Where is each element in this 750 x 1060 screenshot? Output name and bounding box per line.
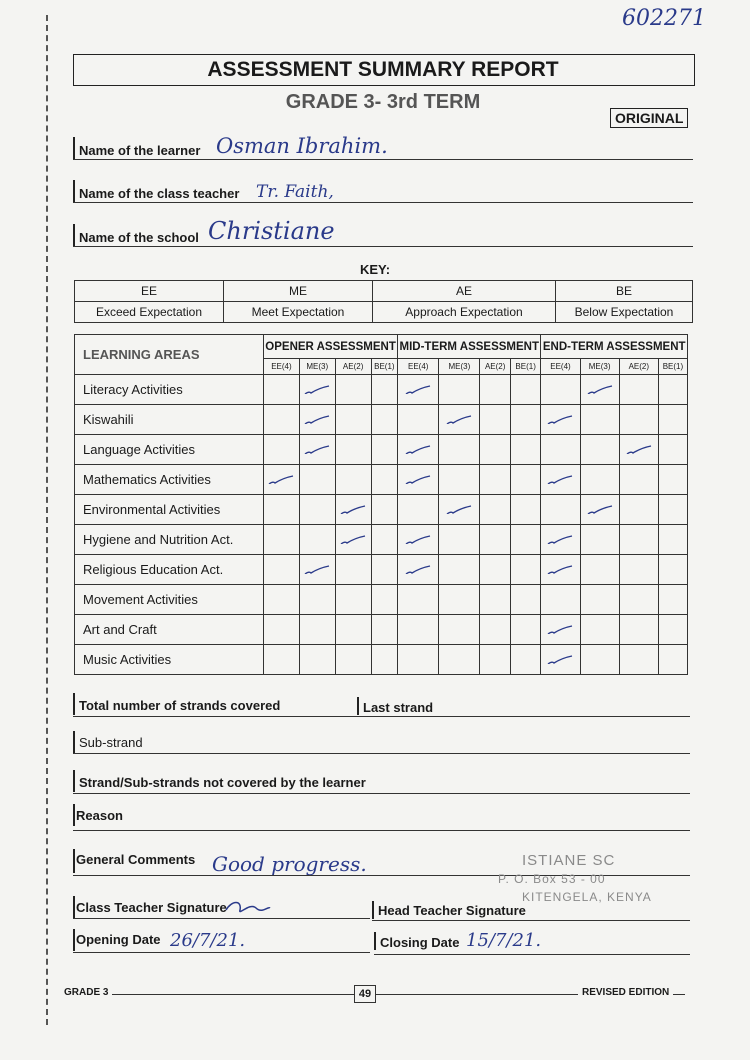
sub-header: AE(2)	[619, 359, 658, 375]
table-row	[75, 585, 688, 615]
grade-cell	[658, 585, 687, 615]
learning-area: Art and Craft	[75, 615, 264, 645]
grade-cell	[439, 585, 480, 615]
table-row	[75, 525, 688, 555]
tick-mark	[546, 414, 574, 424]
grade-cell	[658, 525, 687, 555]
grade-cell	[619, 645, 658, 675]
grade-cell	[439, 645, 480, 675]
grade-cell	[541, 525, 580, 555]
grade-cell	[658, 435, 687, 465]
grade-cell	[580, 465, 619, 495]
grade-cell	[510, 465, 540, 495]
tick-mark	[303, 384, 331, 394]
opener-header: OPENER ASSESSMENT	[264, 335, 398, 359]
sub-header: EE(4)	[264, 359, 300, 375]
grade-cell	[510, 525, 540, 555]
grade-cell	[580, 555, 619, 585]
grade-cell	[335, 645, 371, 675]
tick-mark	[404, 534, 432, 544]
class-teacher-signature	[222, 898, 272, 918]
grade-cell	[371, 465, 398, 495]
grade-cell	[371, 555, 398, 585]
grade-cell	[619, 525, 658, 555]
tick-mark	[445, 504, 473, 514]
grade-cell	[510, 435, 540, 465]
grade-cell	[541, 375, 580, 405]
sub-header: BE(1)	[658, 359, 687, 375]
grade-cell	[398, 375, 439, 405]
assessment-table	[74, 334, 688, 675]
grade-cell	[439, 615, 480, 645]
grade-cell	[580, 405, 619, 435]
grade-cell	[264, 585, 300, 615]
footer-grade: GRADE 3	[60, 987, 112, 998]
grade-cell	[398, 495, 439, 525]
grade-cell	[658, 495, 687, 525]
grade-cell	[335, 435, 371, 465]
grade-cell	[299, 375, 335, 405]
stamp-line: P. O. Box 53 - 00	[498, 872, 606, 886]
key-meaning: Meet Expectation	[224, 302, 373, 323]
reason-label: Reason	[76, 808, 123, 823]
tick-mark	[303, 564, 331, 574]
grade-cell	[510, 405, 540, 435]
learning-area: Kiswahili	[75, 405, 264, 435]
learning-area: Movement Activities	[75, 585, 264, 615]
grade-cell	[264, 375, 300, 405]
grade-cell	[580, 435, 619, 465]
sub-header: ME(3)	[439, 359, 480, 375]
sub-header: BE(1)	[510, 359, 540, 375]
grade-cell	[658, 375, 687, 405]
tick-mark	[546, 624, 574, 634]
table-row	[75, 645, 688, 675]
grade-cell	[580, 585, 619, 615]
grade-cell	[658, 645, 687, 675]
grade-cell	[658, 465, 687, 495]
teacher-label: Name of the class teacher	[79, 186, 240, 201]
learner-name: Osman Ibrahim.	[216, 134, 388, 158]
grade-cell	[480, 375, 510, 405]
grade-cell	[541, 585, 580, 615]
grade-cell	[541, 555, 580, 585]
learning-area: Language Activities	[75, 435, 264, 465]
table-row	[75, 435, 688, 465]
learning-area: Religious Education Act.	[75, 555, 264, 585]
grade-cell	[510, 375, 540, 405]
learning-area: Environmental Activities	[75, 495, 264, 525]
grade-cell	[299, 525, 335, 555]
grade-cell	[335, 495, 371, 525]
table-row	[75, 615, 688, 645]
comments-label: General Comments	[76, 852, 196, 867]
grade-cell	[371, 495, 398, 525]
grade-cell	[580, 525, 619, 555]
opening-date-value: 26/7/21.	[170, 930, 246, 951]
school-name: Christiane	[208, 217, 335, 245]
tick-mark	[546, 654, 574, 664]
grade-cell	[335, 525, 371, 555]
grade-cell	[480, 585, 510, 615]
grade-cell	[439, 405, 480, 435]
key-table	[74, 280, 693, 323]
tick-mark	[267, 474, 295, 484]
tick-mark	[546, 564, 574, 574]
grade-cell	[439, 525, 480, 555]
grade-cell	[335, 375, 371, 405]
comments-value: Good progress.	[212, 852, 367, 876]
opening-date-label: Opening Date	[76, 932, 161, 947]
sub-header: AE(2)	[480, 359, 510, 375]
grade-cell	[335, 465, 371, 495]
stamp-line: ISTIANE SC	[522, 852, 616, 869]
key-meaning: Approach Expectation	[373, 302, 556, 323]
grade-cell	[619, 495, 658, 525]
grade-cell	[510, 645, 540, 675]
grade-cell	[541, 435, 580, 465]
tick-mark	[546, 474, 574, 484]
grade-cell	[264, 405, 300, 435]
grade-cell	[335, 615, 371, 645]
grade-cell	[299, 465, 335, 495]
page-number: 49	[354, 985, 376, 1003]
strands-label: Total number of strands covered	[79, 698, 281, 713]
key-code: BE	[556, 281, 693, 302]
grade-cell	[480, 615, 510, 645]
grade-cell	[299, 645, 335, 675]
key-meaning: Exceed Expectation	[75, 302, 224, 323]
grade-cell	[580, 495, 619, 525]
midterm-header: MID-TERM ASSESSMENT	[398, 335, 541, 359]
teacher-name: Tr. Faith,	[256, 182, 334, 202]
grade-cell	[264, 555, 300, 585]
tick-mark	[445, 414, 473, 424]
grade-cell	[480, 525, 510, 555]
grade-cell	[439, 435, 480, 465]
learning-area: Hygiene and Nutrition Act.	[75, 525, 264, 555]
grade-cell	[299, 585, 335, 615]
table-row	[75, 495, 688, 525]
grade-cell	[299, 405, 335, 435]
key-code: AE	[373, 281, 556, 302]
grade-cell	[580, 645, 619, 675]
closing-date-label: Closing Date	[380, 935, 460, 950]
endterm-header: END-TERM ASSESSMENT	[541, 335, 688, 359]
grade-cell	[658, 405, 687, 435]
grade-cell	[619, 375, 658, 405]
grade-cell	[510, 555, 540, 585]
grade-cell	[371, 645, 398, 675]
grade-cell	[439, 555, 480, 585]
grade-cell	[541, 405, 580, 435]
grade-cell	[480, 645, 510, 675]
tick-mark	[303, 414, 331, 424]
grade-cell	[480, 435, 510, 465]
grade-cell	[580, 615, 619, 645]
tick-mark	[339, 534, 367, 544]
sub-header: ME(3)	[580, 359, 619, 375]
not-covered-label: Strand/Sub-strands not covered by the learner	[79, 775, 366, 790]
grade-cell	[335, 585, 371, 615]
table-row	[75, 405, 688, 435]
learning-area: Music Activities	[75, 645, 264, 675]
grade-cell	[371, 615, 398, 645]
table-row	[75, 375, 688, 405]
grade-cell	[480, 495, 510, 525]
grade-cell	[299, 495, 335, 525]
tick-mark	[404, 564, 432, 574]
grade-cell	[335, 405, 371, 435]
grade-cell	[371, 405, 398, 435]
head-teacher-signature-label: Head Teacher Signature	[378, 903, 526, 918]
tick-mark	[586, 384, 614, 394]
serial-number: 602271	[622, 6, 706, 31]
grade-cell	[398, 555, 439, 585]
grade-cell	[439, 375, 480, 405]
stamp-line: KITENGELA, KENYA	[522, 890, 652, 904]
report-title: ASSESSMENT SUMMARY REPORT	[207, 58, 559, 81]
class-teacher-signature-label: Class Teacher Signature	[76, 900, 227, 915]
grade-cell	[299, 615, 335, 645]
tick-mark	[625, 444, 653, 454]
closing-date-value: 15/7/21.	[466, 930, 542, 951]
grade-cell	[439, 495, 480, 525]
grade-cell	[658, 555, 687, 585]
learning-area: Literacy Activities	[75, 375, 264, 405]
learning-areas-header: LEARNING AREAS	[75, 335, 264, 375]
grade-cell	[398, 435, 439, 465]
tick-mark	[546, 534, 574, 544]
grade-cell	[264, 645, 300, 675]
grade-cell	[371, 435, 398, 465]
grade-cell	[480, 405, 510, 435]
grade-cell	[264, 435, 300, 465]
table-row	[75, 555, 688, 585]
sub-header: AE(2)	[335, 359, 371, 375]
grade-cell	[510, 585, 540, 615]
grade-cell	[439, 465, 480, 495]
tick-mark	[404, 474, 432, 484]
grade-cell	[398, 645, 439, 675]
grade-cell	[264, 615, 300, 645]
grade-cell	[510, 615, 540, 645]
margin-line	[46, 15, 48, 1025]
grade-cell	[371, 525, 398, 555]
grade-cell	[264, 465, 300, 495]
table-row	[75, 465, 688, 495]
report-subtitle: GRADE 3- 3rd TERM	[285, 91, 481, 113]
key-code: ME	[224, 281, 373, 302]
grade-cell	[619, 465, 658, 495]
tick-mark	[404, 384, 432, 394]
sub-header: EE(4)	[541, 359, 580, 375]
grade-cell	[580, 375, 619, 405]
grade-cell	[510, 495, 540, 525]
sub-header: BE(1)	[371, 359, 398, 375]
school-stamp	[492, 852, 652, 906]
grade-cell	[541, 615, 580, 645]
original-label: ORIGINAL	[610, 108, 688, 128]
grade-cell	[541, 645, 580, 675]
learner-label: Name of the learner	[79, 143, 201, 158]
grade-cell	[541, 495, 580, 525]
key-code: EE	[75, 281, 224, 302]
sub-strand-label: Sub-strand	[79, 735, 143, 750]
tick-mark	[303, 444, 331, 454]
grade-cell	[398, 525, 439, 555]
grade-cell	[619, 585, 658, 615]
grade-cell	[299, 435, 335, 465]
grade-cell	[371, 375, 398, 405]
grade-cell	[619, 615, 658, 645]
grade-cell	[398, 585, 439, 615]
grade-cell	[658, 615, 687, 645]
grade-cell	[619, 405, 658, 435]
grade-cell	[264, 495, 300, 525]
tick-mark	[339, 504, 367, 514]
grade-cell	[619, 435, 658, 465]
grade-cell	[398, 465, 439, 495]
tick-mark	[404, 444, 432, 454]
grade-cell	[480, 555, 510, 585]
school-label: Name of the school	[79, 230, 199, 245]
sub-header: EE(4)	[398, 359, 439, 375]
learning-area: Mathematics Activities	[75, 465, 264, 495]
sub-header: ME(3)	[299, 359, 335, 375]
footer-edition: REVISED EDITION	[578, 987, 673, 998]
grade-cell	[398, 405, 439, 435]
last-strand-label: Last strand	[363, 700, 434, 715]
key-title: KEY:	[360, 262, 391, 277]
grade-cell	[541, 465, 580, 495]
grade-cell	[371, 585, 398, 615]
grade-cell	[398, 615, 439, 645]
grade-cell	[299, 555, 335, 585]
grade-cell	[480, 465, 510, 495]
grade-cell	[619, 555, 658, 585]
key-meaning: Below Expectation	[556, 302, 693, 323]
grade-cell	[335, 555, 371, 585]
tick-mark	[586, 504, 614, 514]
grade-cell	[264, 525, 300, 555]
